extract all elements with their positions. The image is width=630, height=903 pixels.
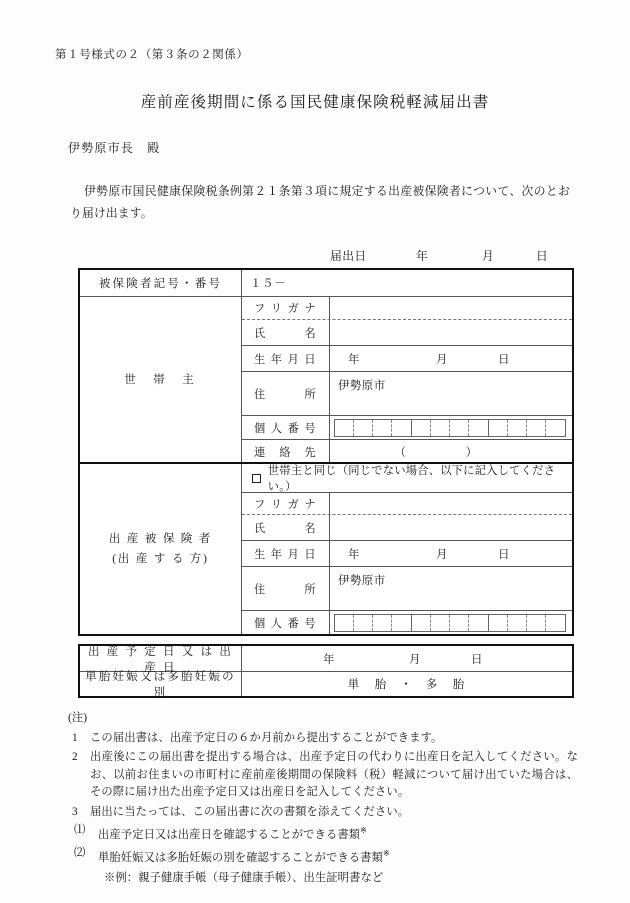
option-separator: ・ [400, 679, 414, 691]
mynumber-cell[interactable] [335, 420, 354, 436]
mynumber-cell[interactable] [546, 420, 565, 436]
address-row [242, 371, 572, 415]
intro-text: 伊勢原市国民健康保険税条例第２１条第３項に規定する出産被保険者について、次のとおり届け出ます。 [70, 184, 570, 220]
mynumber-cell[interactable] [392, 420, 411, 436]
birth-month: 月 [436, 353, 448, 366]
birth-details-table [78, 644, 574, 698]
furigana-label: フ リ ガ ナ [242, 493, 330, 514]
address-label: 住 所 [242, 372, 330, 415]
mynumber-cell[interactable] [469, 420, 488, 436]
mynumber-cell[interactable] [527, 420, 546, 436]
note-text: 出産後にこの届出書を提出する場合は、出産予定日の代わりに出産日を記入してください。なお、以前お住まいの市町村に産前産後期間の保険料（税）軽減について届け出ていた場合は、その際に届け出た出産予定日又は出産日を記入してください。 [90, 751, 578, 798]
submission-date-line [330, 247, 580, 264]
mynumber-input[interactable] [330, 611, 572, 634]
option-single[interactable]: 単 胎 [347, 679, 389, 691]
mynumber-cell[interactable] [335, 615, 354, 631]
address-input[interactable]: 伊勢原市 [338, 380, 386, 392]
birth-year: 年 [348, 353, 360, 366]
birth-day: 日 [498, 353, 510, 366]
note-sub-text: 単胎妊娠又は多胎妊娠の別を確認することができる書類 [98, 852, 383, 865]
note-number: 1 [72, 731, 78, 744]
notes-heading: (注) [68, 712, 88, 724]
note-sub-number: ⑵ [74, 847, 86, 860]
submission-date-year: 年 [416, 249, 429, 263]
mynumber-cell[interactable] [450, 420, 469, 436]
intro-paragraph [70, 180, 570, 224]
furigana-input[interactable] [330, 297, 572, 319]
note-item [68, 804, 578, 822]
name-row [242, 319, 572, 345]
birth-month: 月 [436, 548, 448, 561]
birthdate-input[interactable] [330, 346, 572, 371]
name-input[interactable] [330, 515, 572, 540]
furigana-label: フ リ ガ ナ [242, 297, 330, 319]
mynumber-group[interactable] [412, 419, 489, 437]
due-year: 年 [323, 653, 335, 666]
contact-row [242, 439, 572, 463]
note-item [68, 749, 578, 802]
birthdate-label: 生 年 月 日 [242, 346, 330, 371]
due-date-label: 出 産 予 定 日 又 は 出 産 日 [80, 646, 242, 671]
note-sub-text: 出産予定日又は出産日を確認することができる書類 [98, 828, 361, 841]
mynumber-cell[interactable] [373, 615, 392, 631]
submission-date-day: 日 [536, 249, 549, 263]
submission-date-month: 月 [482, 249, 495, 263]
page-title: 産前産後期間に係る国民健康保険税軽減届出書 [140, 94, 490, 111]
pregnancy-type-row [80, 671, 572, 699]
birthing-insured-label-line2: (出 産 す る 方) [112, 553, 209, 565]
mynumber-cell[interactable] [469, 615, 488, 631]
birthing-insured-label-line1: 出 産 被 保 険 者 [108, 533, 213, 545]
mynumber-group[interactable] [412, 614, 489, 632]
birthing-insured-fields [242, 464, 572, 634]
mynumber-row [242, 610, 572, 634]
birthdate-row [242, 345, 572, 371]
birth-day: 日 [498, 548, 510, 561]
note-sub-item [68, 845, 578, 867]
contact-label: 連 絡 先 [242, 440, 330, 463]
mynumber-cell[interactable] [412, 615, 431, 631]
birth-year: 年 [348, 548, 360, 561]
furigana-row [242, 297, 572, 319]
footnote-mark-icon: ※ [382, 849, 390, 859]
mynumber-cell[interactable] [508, 420, 527, 436]
contact-parens: （ ） [394, 446, 478, 459]
household-head-table [78, 268, 574, 465]
mynumber-label: 個 人 番 号 [242, 611, 330, 634]
birthing-insured-label [80, 464, 242, 634]
note-sub-item [68, 822, 578, 844]
name-row [242, 514, 572, 540]
submission-date-label: 届出日 [330, 249, 367, 263]
furigana-row [242, 492, 572, 514]
mynumber-cell[interactable] [527, 615, 546, 631]
note-text: 届出に当たっては、この届出書に次の書類を添えてください。 [90, 805, 410, 818]
insured-number-row [80, 270, 572, 296]
name-label: 氏 名 [242, 320, 330, 345]
mynumber-cell[interactable] [354, 420, 373, 436]
form-number: 第１号様式の２（第３条の２関係） [55, 49, 249, 61]
mynumber-cell[interactable] [489, 420, 508, 436]
mynumber-cell[interactable] [546, 615, 565, 631]
footnote-mark-icon: ※ [360, 826, 367, 835]
birthing-insured-table [78, 462, 574, 636]
address-label: 住 所 [242, 567, 330, 610]
note-number: 2 [72, 751, 78, 763]
mynumber-cell[interactable] [412, 420, 431, 436]
note-example: ※例：親子健康手帳（母子健康手帳）、出生証明書など [104, 871, 384, 884]
mynumber-cell[interactable] [431, 420, 450, 436]
pregnancy-type-label: 単胎妊娠又は多胎妊娠の別 [80, 672, 242, 696]
address-input[interactable]: 伊勢原市 [338, 575, 386, 587]
mynumber-group[interactable] [334, 419, 412, 437]
mynumber-group[interactable] [334, 614, 412, 632]
mynumber-cell[interactable] [431, 615, 450, 631]
name-input[interactable] [330, 320, 572, 345]
household-head-fields [242, 297, 572, 463]
birthdate-label: 生 年 月 日 [242, 541, 330, 566]
mynumber-row [242, 415, 572, 439]
pregnancy-type-options[interactable] [242, 672, 572, 696]
mynumber-cell[interactable] [489, 615, 508, 631]
birthing-insured-block [80, 464, 572, 634]
household-head-label: 世 帯 主 [80, 297, 242, 463]
contact-input[interactable] [330, 440, 572, 463]
birthdate-row [242, 540, 572, 566]
mynumber-group[interactable] [489, 614, 566, 632]
mynumber-cell[interactable] [392, 615, 411, 631]
note-sub-number: ⑴ [74, 824, 86, 836]
birthdate-input[interactable] [330, 541, 572, 566]
same-as-head-text: 世帯主と同じ（同じでない場合、以下に記入してください。） [267, 465, 556, 493]
due-day: 日 [471, 653, 483, 666]
household-head-block [80, 296, 572, 463]
option-multiple[interactable]: 多 胎 [425, 679, 467, 691]
furigana-input[interactable] [330, 493, 572, 514]
mynumber-label: 個 人 番 号 [242, 416, 330, 439]
mynumber-cell[interactable] [373, 420, 392, 436]
mynumber-input[interactable] [330, 416, 572, 439]
insured-number-value[interactable]: １５－ [250, 278, 287, 290]
same-as-head-row[interactable] [242, 464, 572, 492]
insured-number-label: 被保険者記号・番号 [80, 270, 242, 296]
mynumber-cell[interactable] [450, 615, 469, 631]
name-label: 氏 名 [242, 515, 330, 540]
due-month: 月 [409, 653, 421, 666]
notes-section [68, 710, 578, 887]
note-item [68, 730, 578, 748]
addressee: 伊勢原市長 殿 [68, 141, 161, 155]
address-row [242, 566, 572, 610]
due-date-input[interactable] [242, 646, 572, 671]
note-number: 3 [72, 805, 78, 818]
note-text: この届出書は、出産予定日の６か月前から提出することができます。 [90, 731, 443, 744]
mynumber-cell[interactable] [508, 615, 527, 631]
mynumber-cell[interactable] [354, 615, 373, 631]
checkbox-icon[interactable] [252, 474, 261, 483]
mynumber-group[interactable] [489, 419, 566, 437]
